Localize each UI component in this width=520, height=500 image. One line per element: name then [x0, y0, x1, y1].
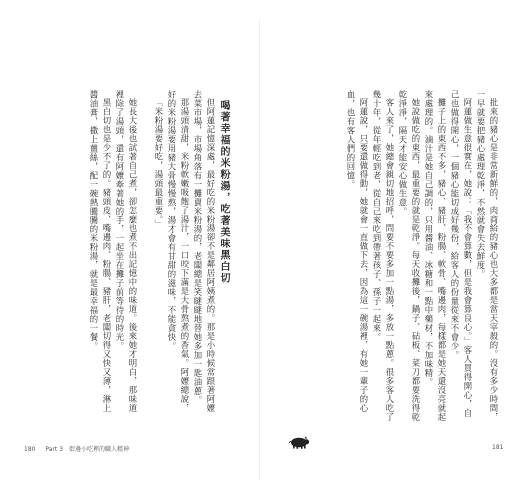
running-head: Part 3 街邊小吃裡的職人精神 [45, 446, 129, 453]
body-paragraph: 攤子上的東西不多，豬心、豬肝、粉腸、軟骨、嘴邊肉，每樣都是她天還沒亮就起來處理的。滷汁是她自己調的，只用醬油、冰糖和一點中藥材，不加味精。 [424, 90, 447, 423]
body-paragraph: 批來的豬心是非常新鮮的，肉商給的豬心也大多都是當天宰殺的。沒有多少時間，一早就要把豬心處理乾淨，不然就會失去鮮度。 [476, 90, 499, 423]
pig-icon [288, 435, 310, 449]
right-text-column [300, 90, 500, 425]
right-page [260, 0, 520, 500]
body-paragraph: 阿蓮做生意很實在，她說：「我不會算數，但是我會算良心。」客人買得開心，自己也做得開心，一個豬心能切成好幾份，給客人的份量從來不會少。 [450, 90, 473, 418]
body-paragraph: 那湯頭清甜，米粉軟嫩吸飽了湯汁，一口咬下滿是大骨熬煮的香氣。阿嬤總說，好的米粉湯要用豬大骨慢慢熬，湯才會有甘甜的滋味，不能貪快。 [167, 90, 190, 414]
section-headline: 喝著幸福的米粉湯，吃著美味黑白切 [218, 100, 229, 284]
body-paragraph: 阿蓮說，只要還做得動，她就會一直做下去，因為這一碗湯裡，有她一輩子的心血，也有客人們的回憶。 [346, 90, 369, 414]
left-page-number: 180 [24, 446, 36, 453]
body-paragraph: 客人來了，她總會親切地招呼，問要不要多加一點湯，多放一點蔥。很多客人吃了幾十年，從年輕吃到老，從自己來吃到帶著孩子、孫子一起來。 [372, 90, 395, 423]
left-text-column [22, 90, 244, 420]
right-page-number: 181 [492, 444, 504, 451]
body-paragraph: 但阿蓮記憶深處，最好吃的米粉湯卻不是鄰居阿姨煮的。那是小時候常跟著阿嬤去菜市場，市場角落有一攤賣米粉湯的，老闆總是笑瞇瞇地替她多加一匙油蔥。 [193, 90, 216, 414]
left-page [0, 0, 259, 500]
body-paragraph: 她說做吃的東西，最重要的就是乾淨。每天收攤後，鍋子、砧板、菜刀都要洗得乾乾淨淨，隔天才能安心做生意。 [398, 90, 421, 423]
body-paragraph: 她長大後也試著自己煮，卻怎麼也煮不出記憶中的味道。後來她才明白，那味道裡除了湯頭，還有阿嬤牽著她的手，一起坐在攤子前等待的時光。 [115, 90, 138, 414]
left-footer [24, 444, 129, 453]
body-paragraph: 「米粉湯要好吃，湯頭最重要。」 [154, 98, 164, 230]
body-paragraph: 黑白切也是少不了的。豬頭皮、嘴邊肉、粉腸、豬肝，老闆切得又快又薄，淋上醬油膏，撒上薑絲，配一碗熱騰騰的米粉湯，就是最幸福的一餐。 [89, 90, 112, 414]
